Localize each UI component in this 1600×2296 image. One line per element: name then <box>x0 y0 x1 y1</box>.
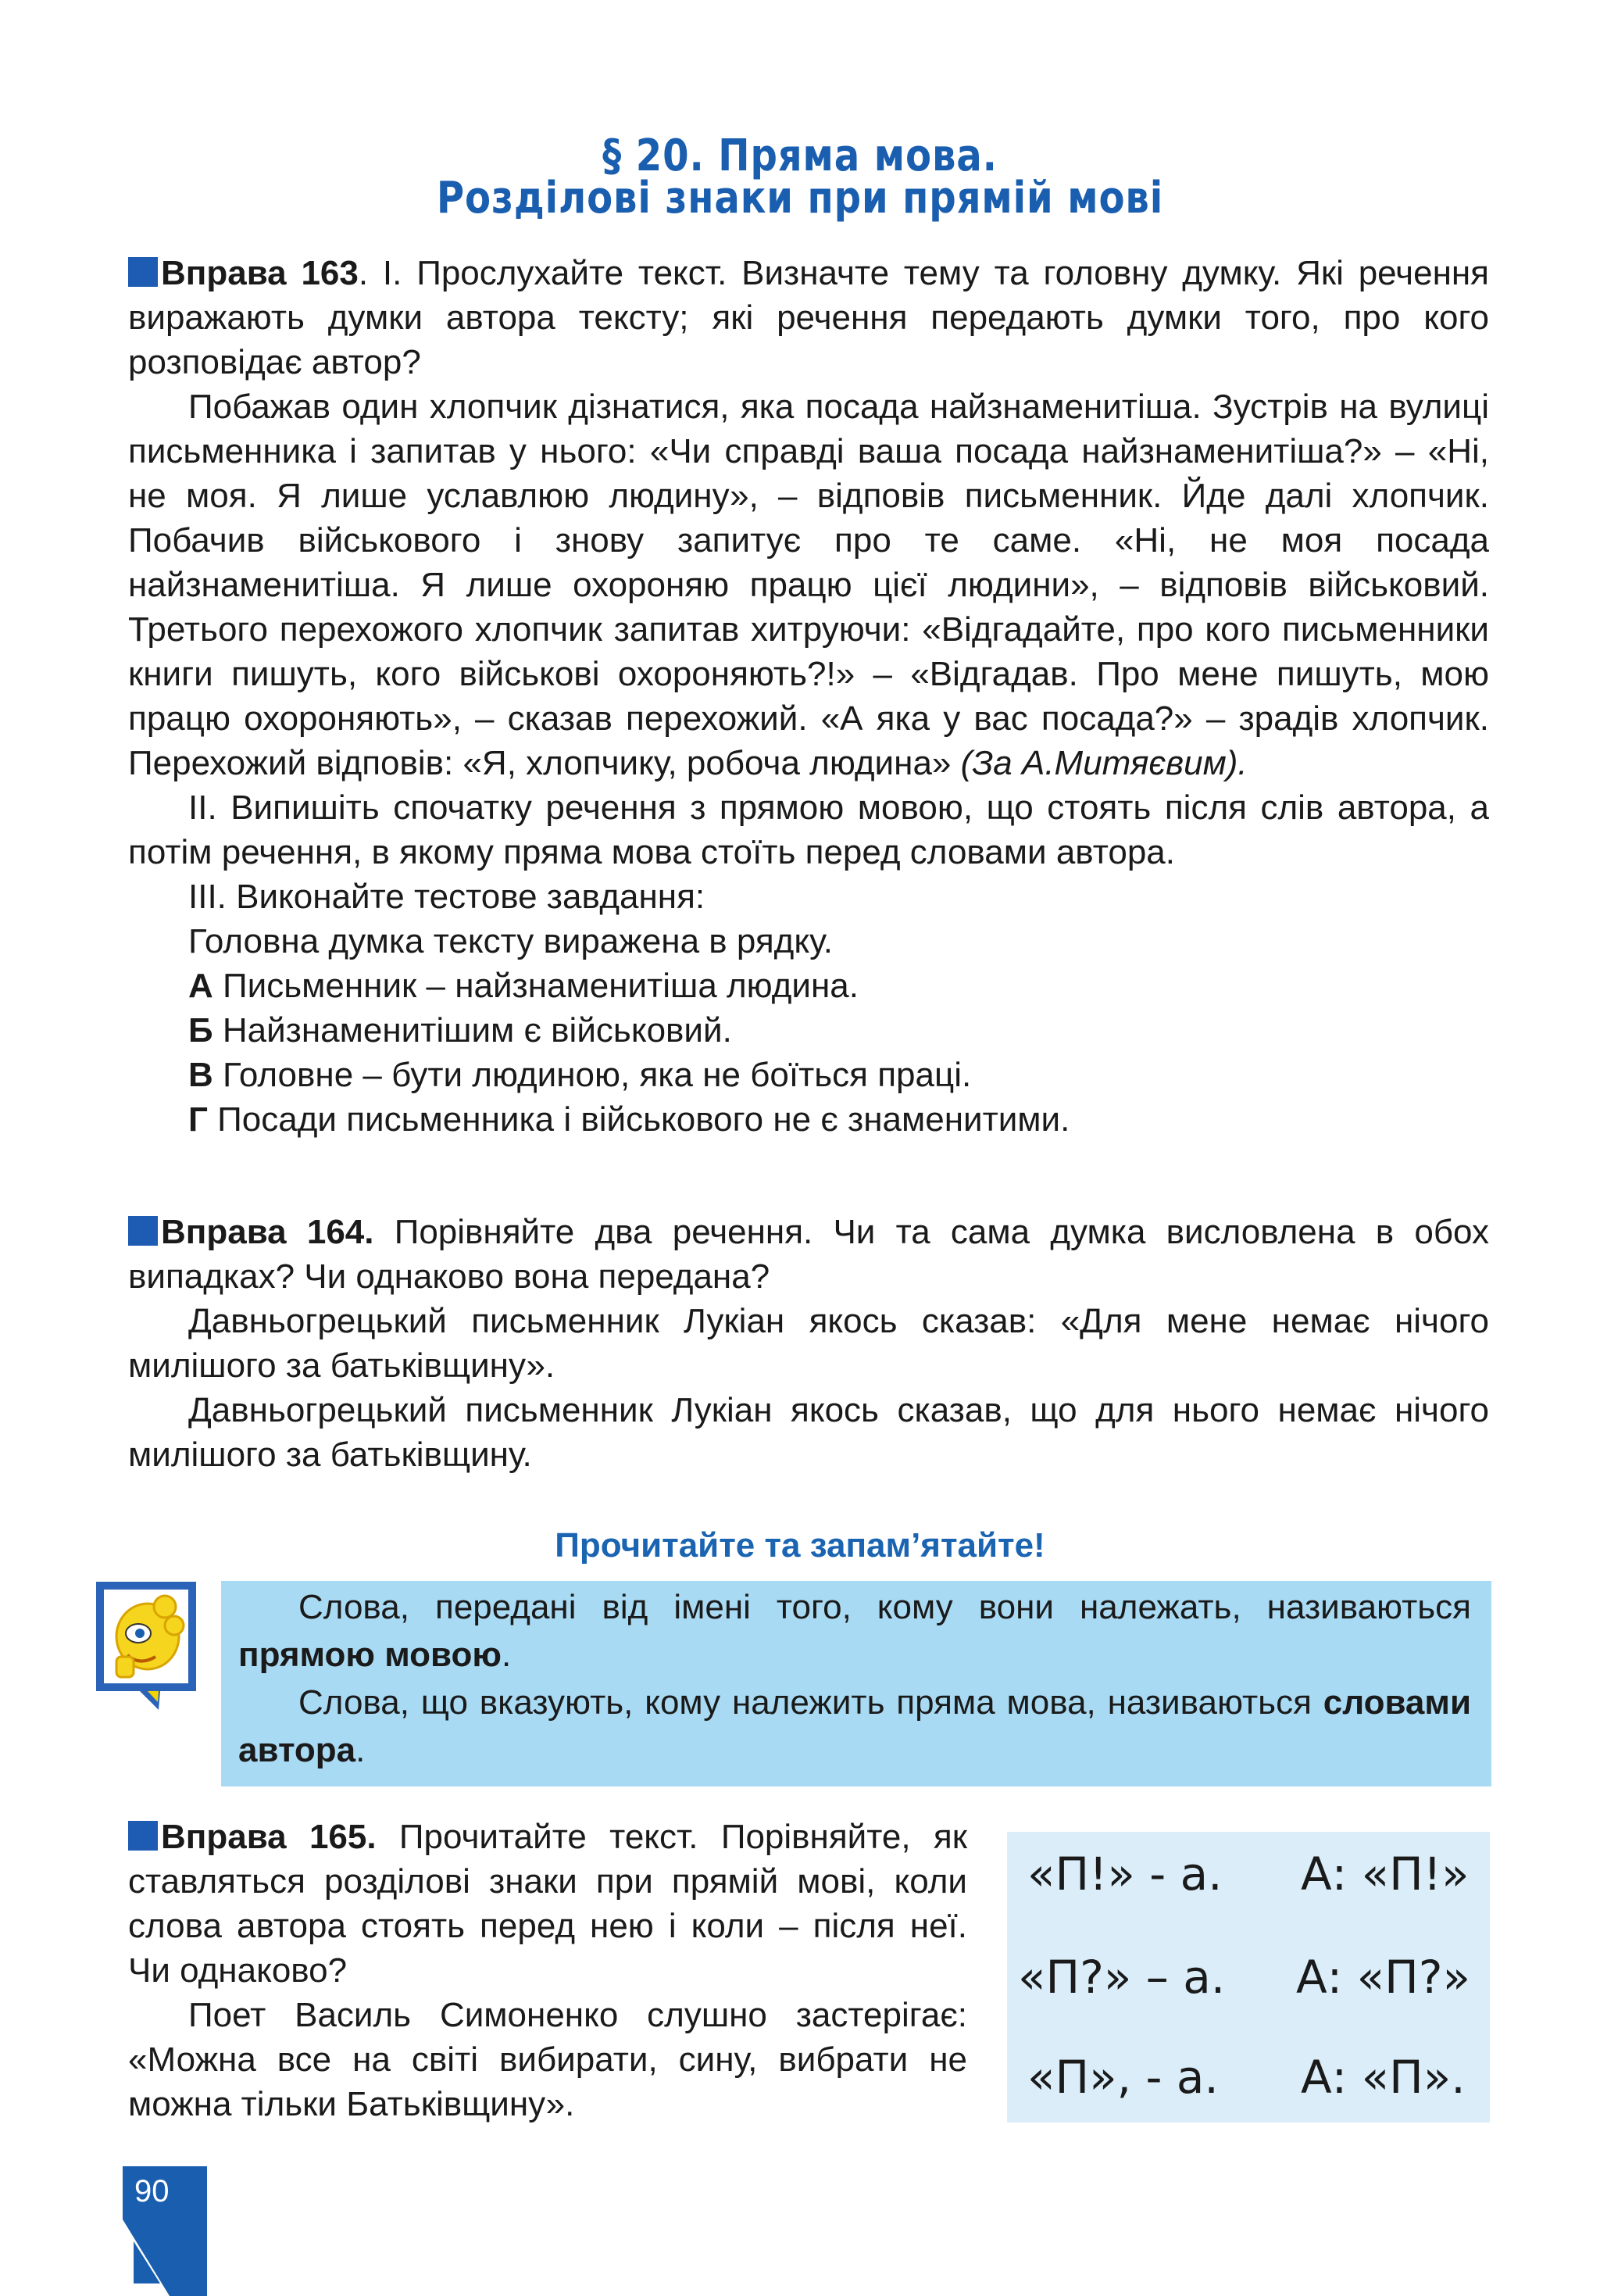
exercise-163-task-3: ІІІ. Виконайте тестове завдання: <box>188 878 705 916</box>
exercise-164-sentence-1: Давньогрецький письменник Лукіан якось сказав: «Для мене немає нічого милішого за батьківщину». <box>128 1302 1489 1385</box>
exercise-164-task: Порівняйте два речення. Чи та сама думка висловлена в обох випадках? Чи однаково вона передана? <box>128 1213 1489 1296</box>
test-option-b: Б Найзнаменитішим є військовий. <box>188 1011 732 1050</box>
page-number: 90 <box>134 2174 170 2208</box>
scheme-row-3-right: А: «П». <box>1301 2051 1466 2104</box>
section-title-line-2: Розділові знаки при прямій мові <box>436 173 1164 224</box>
exercise-163-story: Побажав один хлопчик дізнатися, яка посада найзнаменитіша. Зустрів на вулиці письменника і запитав у нього: «Чи справді ваша посада найзнаменитіша?» – «Ні, не моя. Я лише уславлюю людину», – відповів письменник. Йде далі хлопчик. Побачив військового і знову запитує про те саме. «Ні, не моя посада найзнаменитіша. Я лише охороняю працю цієї людини», – відповів військовий. Третього перехожого хлопчик запитав хитруючи: «Відгадайте, про кого письменники книги пишуть, кого військові охороняють?!» – «Відгадав. Про мене пишуть, мою працю охороняють», – сказав перехожий. «А яка у вас посада?» – зрадів хлопчик. Перехожий відповів: «Я, хлопчику, робоча людина» <box>128 388 1489 782</box>
exercise-165-label: Вправа 165. <box>161 1818 377 1856</box>
exercise-163 <box>128 251 1489 1142</box>
exercise-marker-icon <box>128 257 158 287</box>
exercise-163-task: . І. Прослухайте текст. Визначте тему та головну думку. Які речення виражають думки автора тексту; які речення передають думки того, про кого розповідає автор? <box>128 254 1489 381</box>
scheme-row-2-right: А: «П?» <box>1296 1951 1471 2004</box>
scheme-row-1-left: «П!» - а. <box>1027 1847 1223 1901</box>
exercise-164 <box>128 1210 1489 1477</box>
exercise-163-label: Вправа 163 <box>161 254 359 292</box>
exercise-165-task: Прочитайте текст. Порівняйте, як ставляться розділові знаки при прямій мові, коли слова автора стоять перед нею і коли – після неї. Чи однаково? <box>128 1818 968 1990</box>
rule-heading: Прочитайте та запам’ятайте! <box>555 1526 1045 1565</box>
term-author-words: словами автора <box>238 1683 1471 1769</box>
exercise-marker-icon <box>128 1216 158 1246</box>
exercise-163-task-2: ІІ. Випишіть спочатку речення з прямою мовою, що стоять після слів автора, а потім речення, в якому пряма мова стоїть перед словами автора. <box>128 789 1489 871</box>
exercise-marker-icon <box>128 1821 158 1851</box>
scheme-row-2-left: «П?» – а. <box>1018 1951 1226 2004</box>
exercise-163-source: (За А.Митяєвим). <box>951 744 1248 782</box>
exercise-165-text: Поет Василь Симоненко слушно застерігає: «Можна все на світі вибирати, сину, вибрати не можна тільки Батьківщину». <box>128 1996 967 2123</box>
exercise-164-sentence-2: Давньогрецький письменник Лукіан якось сказав, що для нього немає нічого милішого за батьківщину. <box>128 1391 1489 1474</box>
scheme-row-3-left: «П», - а. <box>1027 2051 1219 2104</box>
exercise-165 <box>128 1815 967 2126</box>
section-title-line-1: § 20. Пряма мова. <box>602 131 998 181</box>
term-direct-speech: прямою мовою <box>238 1636 502 1674</box>
punctuation-scheme <box>1007 1832 1490 2123</box>
exercise-164-label: Вправа 164. <box>161 1213 374 1251</box>
test-option-v: В Головне – бути людиною, яка не боїться праці. <box>188 1056 972 1094</box>
scheme-row-1-right: А: «П!» <box>1301 1847 1470 1901</box>
remember-mascot-icon <box>93 1579 202 1711</box>
rule-text: Слова, передані від імені того, кому вони належать, називаються прямою мовою. Слова, що вказують, кому належить пряма мова, називаються словами автора. <box>238 1588 1471 1769</box>
test-question: Головна думка тексту виражена в рядку. <box>188 922 833 960</box>
test-option-h: Г Посади письменника і військового не є знаменитими. <box>188 1100 1070 1139</box>
test-option-a: А Письменник – найзнаменитіша людина. <box>188 967 859 1005</box>
